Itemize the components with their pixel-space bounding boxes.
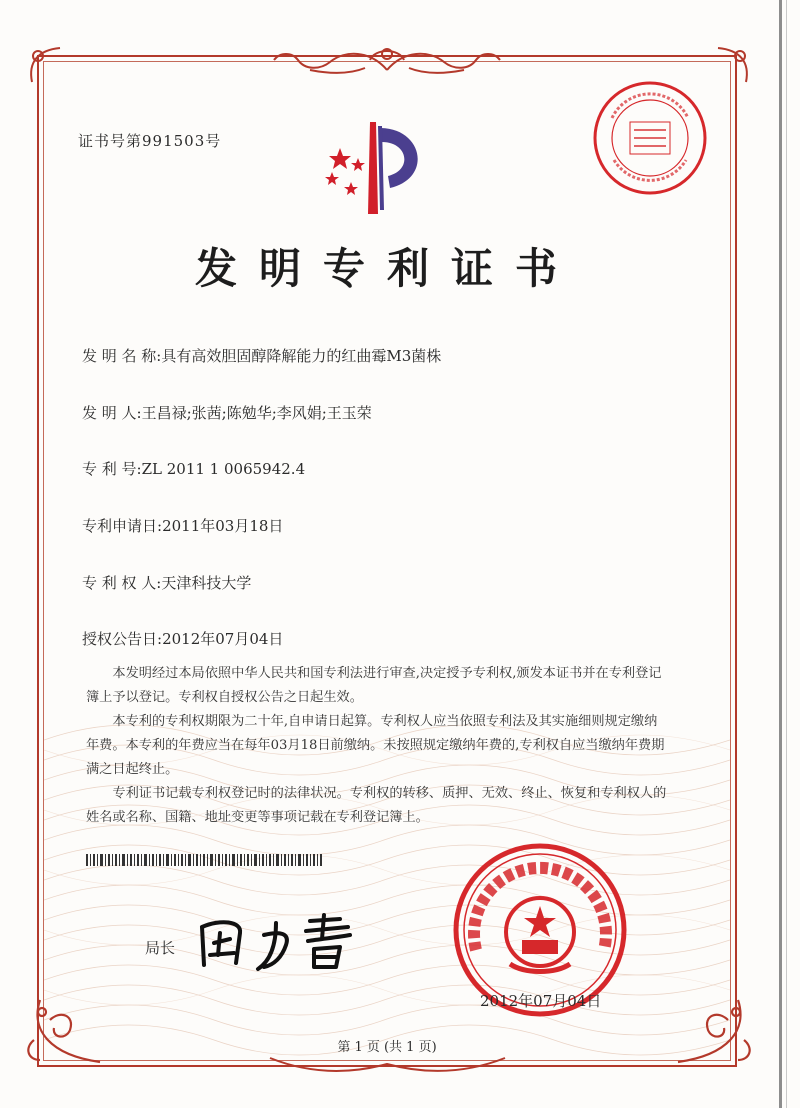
- field-patentee: [82, 572, 251, 593]
- body-paragraph: 本发明经过本局依照中华人民共和国专利法进行审查,决定授予专利权,颁发本证书并在专利登记簿上予以登记。专利权自授权公告之日起生效。: [86, 666, 662, 705]
- binding-spine: [779, 0, 782, 1108]
- field-label: 专 利 权 人:: [82, 574, 162, 592]
- tax-stamp-icon: [590, 78, 710, 198]
- field-application-date: [82, 515, 283, 536]
- corner-ornament-icon: [658, 990, 758, 1070]
- director-label: 局长: [145, 939, 176, 957]
- certificate-number: 证书号第991503号: [78, 132, 222, 150]
- field-label: 专 利 号:: [82, 460, 142, 478]
- corner-ornament-icon: [24, 42, 70, 88]
- binding-spine-edge: [786, 0, 787, 1108]
- director-signature-icon: [190, 905, 370, 975]
- field-value: 具有高效胆固醇降解能力的红曲霉M3菌株: [161, 347, 442, 365]
- top-ornament-icon: [250, 40, 525, 76]
- corner-ornament-icon: [20, 990, 120, 1070]
- field-value: 天津科技大学: [161, 574, 252, 592]
- field-label: 授权公告日:: [82, 630, 163, 648]
- field-label: 发 明 名 称:: [82, 347, 162, 365]
- field-value: 2012年07月04日: [162, 630, 284, 648]
- body-paragraph: 本专利的专利权期限为二十年,自申请日起算。专利权人应当依照专利法及其实施细则规定缴纳年费。本专利的年费应当在每年03月18日前缴纳。未按照规定缴纳年费的,专利权自应当缴纳年费期满之日起终止。: [86, 714, 665, 777]
- patent-office-logo-icon: [318, 118, 438, 218]
- page-number: 第 1 页 (共 1 页): [337, 1040, 437, 1055]
- certificate-title: 发明专利证书: [194, 244, 579, 293]
- field-value: 2011年03月18日: [162, 517, 284, 535]
- seal-date: 2012年07月04日: [480, 992, 602, 1010]
- field-grant-date: [82, 628, 283, 649]
- certificate-body-text: [86, 662, 668, 830]
- corner-ornament-icon: [708, 42, 754, 88]
- field-patent-number: [82, 458, 305, 479]
- field-label: 专利申请日:: [82, 517, 163, 535]
- field-value: ZL 2011 1 0065942.4: [141, 460, 306, 478]
- field-value: 王昌禄;张茜;陈勉华;李风娟;王玉荣: [141, 404, 372, 422]
- field-inventors: [82, 402, 372, 423]
- bottom-ornament-icon: [250, 1052, 525, 1078]
- field-label: 发 明 人:: [82, 404, 142, 422]
- body-paragraph: 专利证书记载专利权登记时的法律状况。专利权的转移、质押、无效、终止、恢复和专利权人的姓名或名称、国籍、地址变更等事项记载在专利登记簿上。: [86, 786, 667, 825]
- barcode-icon: [86, 854, 322, 866]
- field-invention-name: [82, 345, 441, 366]
